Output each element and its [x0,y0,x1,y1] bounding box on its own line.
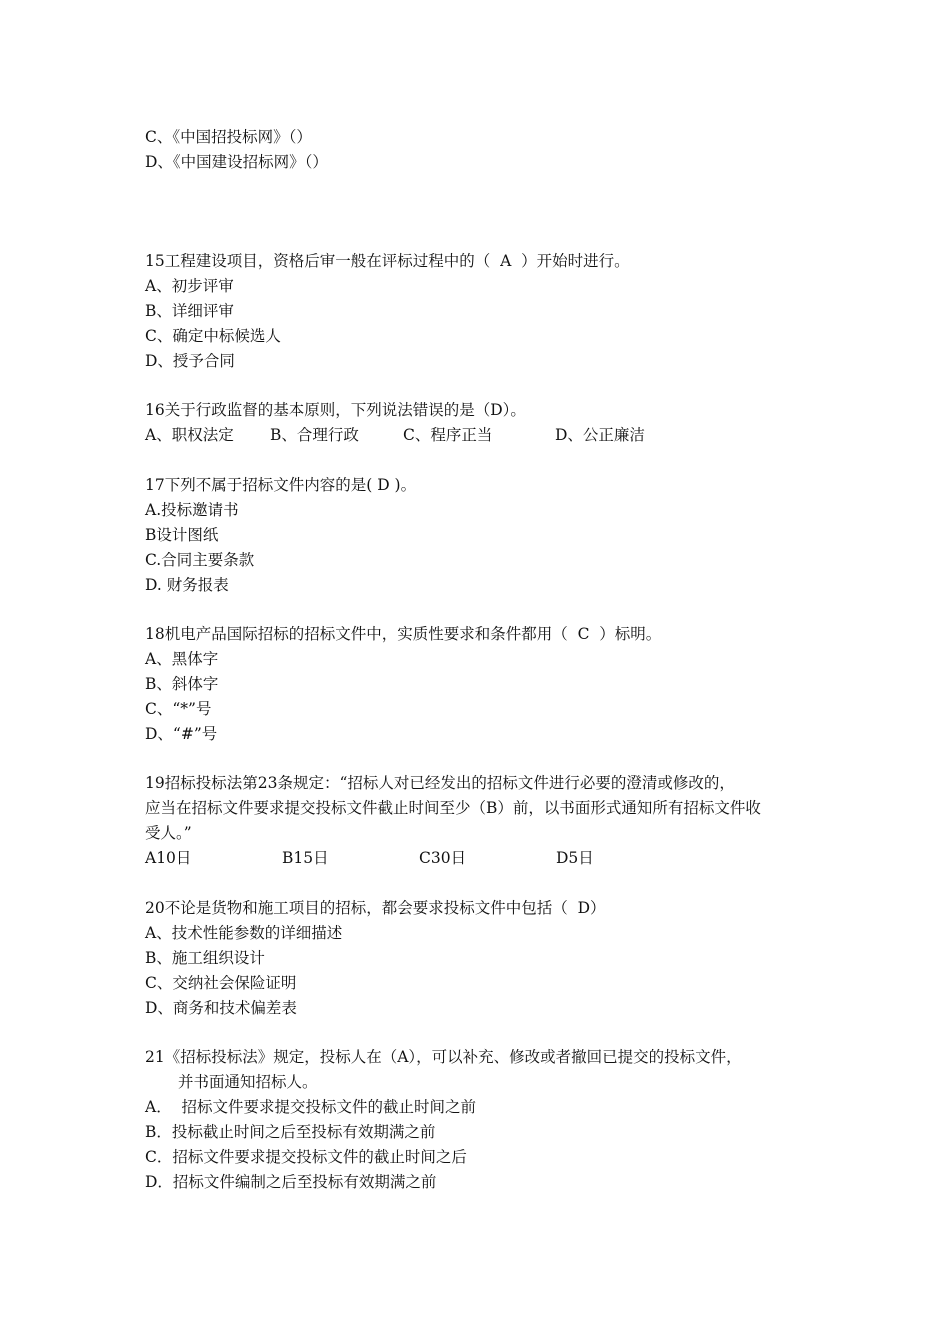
option-d-prev: D、《中国建设招标网》（） [145,153,328,171]
question-18-option-b: B、斜体字 [145,675,219,693]
question-20-option-d: D、商务和技术偏差表 [145,999,297,1017]
question-19-stem-line-3: 受人。” [145,824,192,842]
question-16-stem: 16关于行政监督的基本原则，下列说法错误的是（D）。 [145,401,526,419]
question-16-option-b: B、合理行政 [270,426,359,444]
question-20-option-b: B、施工组织设计 [145,949,265,967]
question-16-option-c: C、程序正当 [403,426,493,444]
question-19-option-d: D5日 [556,849,594,867]
question-17-stem: 17下列不属于招标文件内容的是( D )。 [145,476,417,494]
question-19-option-c: C30日 [419,849,467,867]
option-c-prev: C、《中国招投标网》（） [145,128,312,146]
question-15-option-d: D、授予合同 [145,352,235,370]
question-17-option-c: C.合同主要条款 [145,551,255,569]
question-19-option-b: B15日 [282,849,329,867]
question-17-option-b: B设计图纸 [145,526,219,544]
question-15-option-c: C、确定中标候选人 [145,327,281,345]
question-19-stem-line-1: 19招标投标法第23条规定：“招标人对已经发出的招标文件进行必要的澄清或修改的， [145,774,735,792]
question-19-option-a: A10日 [145,849,192,867]
question-21-option-c: C．招标文件要求提交投标文件的截止时间之后 [145,1148,467,1166]
question-15-option-b: B、详细评审 [145,302,234,320]
question-15-stem: 15工程建设项目，资格后审一般在评标过程中的（ A ）开始时进行。 [145,252,630,270]
question-20-stem: 20不论是货物和施工项目的招标，都会要求投标文件中包括（ D） [145,899,606,917]
question-16-option-d: D、公正廉洁 [555,426,645,444]
question-21-option-a: A． 招标文件要求提交投标文件的截止时间之前 [145,1098,477,1116]
question-21-option-b: B．投标截止时间之后至投标有效期满之前 [145,1123,436,1141]
question-18-stem: 18机电产品国际招标的招标文件中，实质性要求和条件都用（ C ）标明。 [145,625,662,643]
question-20-option-c: C、交纳社会保险证明 [145,974,297,992]
question-19-stem-line-2: 应当在招标文件要求提交投标文件截止时间至少（B）前，以书面形式通知所有招标文件收 [145,799,761,817]
question-16-option-a: A、职权法定 [145,426,234,444]
question-15-option-a: A、初步评审 [145,277,234,295]
question-21-option-d: D．招标文件编制之后至投标有效期满之前 [145,1173,437,1191]
question-21-stem-line-1: 21《招标投标法》规定，投标人在（A），可以补充、修改或者撤回已提交的投标文件， [145,1048,742,1066]
question-18-option-d: D、“#”号 [145,725,218,743]
question-18-option-c: C、“*”号 [145,700,212,718]
question-21-stem-line-2: 并书面通知招标人。 [178,1073,318,1091]
question-17-option-d: D. 财务报表 [145,576,229,594]
question-20-option-a: A、技术性能参数的详细描述 [145,924,343,942]
question-17-option-a: A.投标邀请书 [145,501,239,519]
question-18-option-a: A、黑体字 [145,650,219,668]
